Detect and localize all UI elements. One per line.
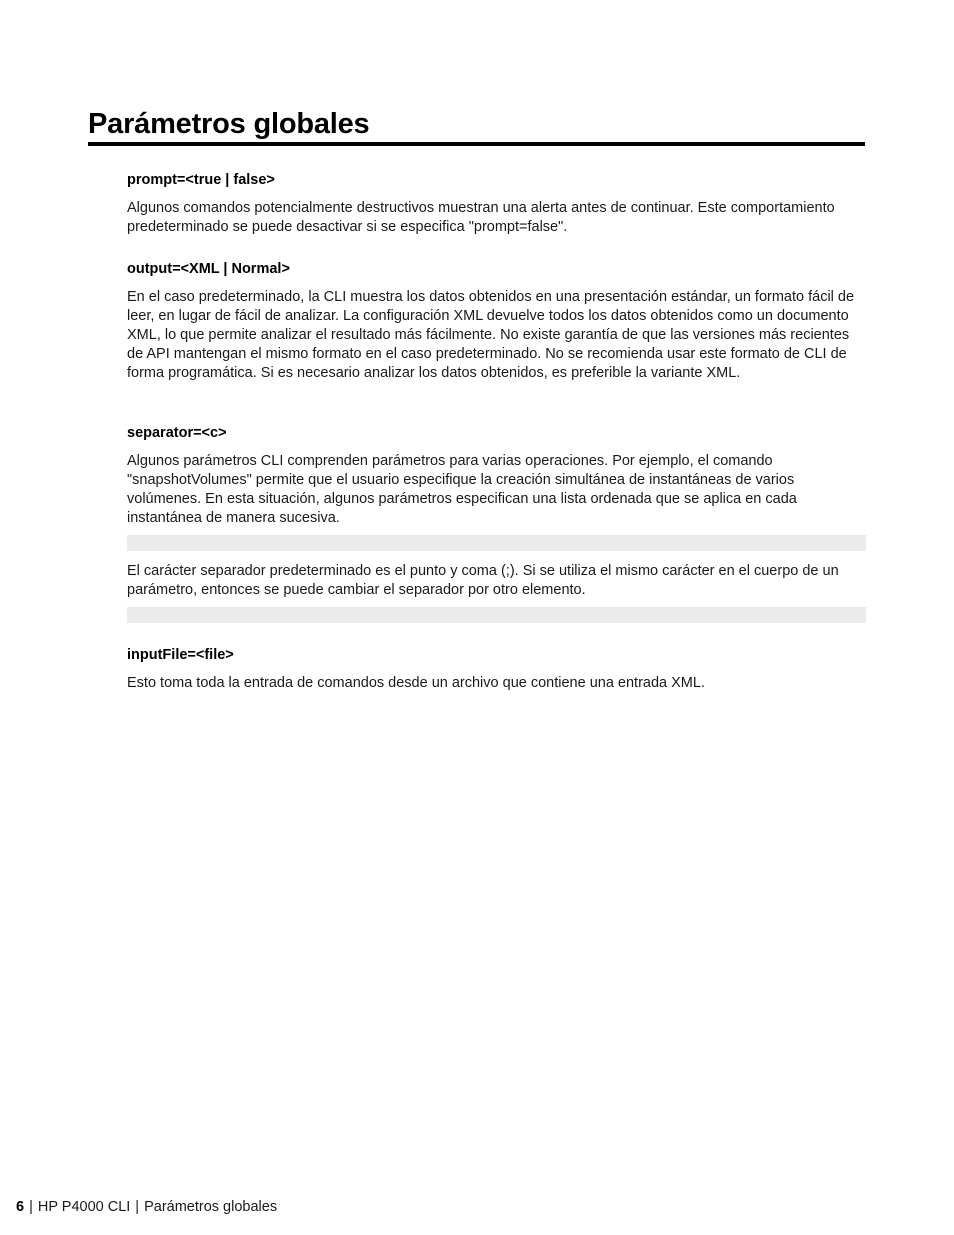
param-heading-output: output=<XML | Normal> bbox=[127, 261, 290, 277]
code-example-block bbox=[127, 535, 866, 551]
footer-separator: | bbox=[29, 1199, 33, 1215]
param-description: Algunos parámetros CLI comprenden parámetros para varias operaciones. Por ejemplo, el comando "snapshotVolumes" permite que el usuario especifique la creación simultánea de instantáneas de varios volúmenes. En esta situación, algunos parámetros especifican una lista ordenada que se aplica en cada instantánea de manera sucesiva. bbox=[127, 453, 797, 526]
page-footer bbox=[16, 1197, 277, 1217]
param-description: El carácter separador predeterminado es el punto y coma (;). Si se utiliza el mismo carácter en el cuerpo de un parámetro, entonces se puede cambiar el separador por otro elemento. bbox=[127, 563, 839, 598]
param-section-separator bbox=[127, 423, 866, 528]
footer-section: Parámetros globales bbox=[144, 1199, 278, 1215]
param-heading-inputfile: inputFile=<file> bbox=[127, 647, 234, 663]
page-title: Parámetros globales bbox=[88, 106, 865, 146]
param-section-output bbox=[127, 259, 866, 383]
param-description: Esto toma toda la entrada de comandos desde un archivo que contiene una entrada XML. bbox=[127, 675, 705, 691]
param-description: Algunos comandos potencialmente destructivos muestran una alerta antes de continuar. Este comportamiento predeterminado se puede desactivar si se especifica "prompt=false". bbox=[127, 200, 835, 235]
param-section-inputfile bbox=[127, 645, 866, 693]
footer-separator: | bbox=[135, 1199, 140, 1215]
param-heading-separator: separator=<c> bbox=[127, 425, 227, 441]
page-number: 6 bbox=[16, 1199, 25, 1215]
param-section-prompt bbox=[127, 170, 866, 237]
footer-product: HP P4000 CLI bbox=[37, 1199, 131, 1215]
param-heading-prompt: prompt=<true | false> bbox=[127, 172, 275, 188]
code-example-block bbox=[127, 607, 866, 623]
param-description: En el caso predeterminado, la CLI muestra los datos obtenidos en una presentación estándar, un formato fácil de leer, en lugar de fácil de analizar. La configuración XML devuelve todos los datos obtenidos como un documento XML, lo que permite analizar el resultado más fácilmente. No existe garantía de que las versiones más recientes de API mantengan el mismo formato en el caso predeterminado. No se recomienda usar este formato de CLI de forma programática. Si es necesario analizar los datos obtenidos, es preferible la variante XML. bbox=[127, 289, 855, 381]
